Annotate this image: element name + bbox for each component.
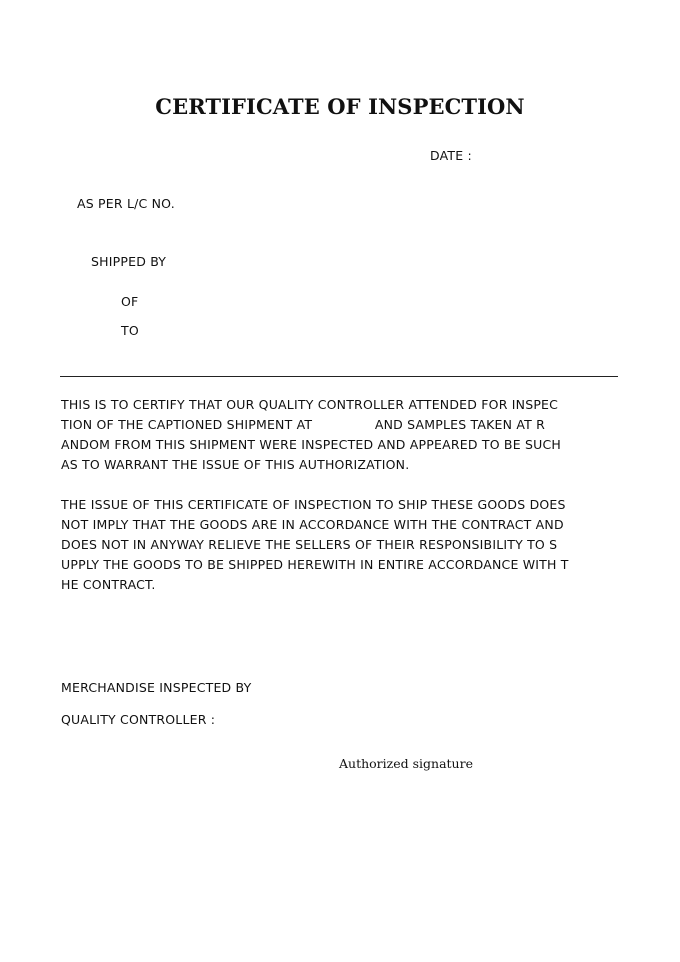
to-label: TO: [121, 323, 139, 338]
paragraph-line: ANDOM FROM THIS SHIPMENT WERE INSPECTED AND APPEARED TO BE SUCH: [61, 437, 561, 452]
paragraph-line: AS TO WARRANT THE ISSUE OF THIS AUTHORIZATION.: [61, 457, 410, 472]
lc-number-label: AS PER L/C NO.: [77, 196, 175, 211]
certification-paragraph: [61, 395, 621, 475]
separator-line: [60, 376, 618, 377]
quality-controller-label: QUALITY CONTROLLER :: [61, 712, 216, 727]
paragraph-line: THIS IS TO CERTIFY THAT OUR QUALITY CONTROLLER ATTENDED FOR INSPEC: [61, 397, 559, 412]
document-title: CERTIFICATE OF INSPECTION: [155, 94, 525, 119]
paragraph-line: DOES NOT IN ANYWAY RELIEVE THE SELLERS OF THEIR RESPONSIBILITY TO S: [61, 537, 558, 552]
paragraph-line: TION OF THE CAPTIONED SHIPMENT AT AND SAMPLES TAKEN AT R: [61, 417, 546, 432]
disclaimer-paragraph: [61, 495, 621, 595]
paragraph-line: THE ISSUE OF THIS CERTIFICATE OF INSPECTION TO SHIP THESE GOODS DOES: [61, 497, 566, 512]
paragraph-line: NOT IMPLY THAT THE GOODS ARE IN ACCORDANCE WITH THE CONTRACT AND: [61, 517, 564, 532]
shipped-by-label: SHIPPED BY: [91, 254, 167, 269]
of-label: OF: [121, 294, 139, 309]
paragraph-line: HE CONTRACT.: [61, 577, 156, 592]
merchandise-inspected-label: MERCHANDISE INSPECTED BY: [61, 680, 252, 695]
paragraph-line: UPPLY THE GOODS TO BE SHIPPED HEREWITH IN ENTIRE ACCORDANCE WITH T: [61, 557, 569, 572]
authorized-signature-label: Authorized signature: [339, 756, 473, 771]
date-label: DATE :: [430, 148, 472, 163]
